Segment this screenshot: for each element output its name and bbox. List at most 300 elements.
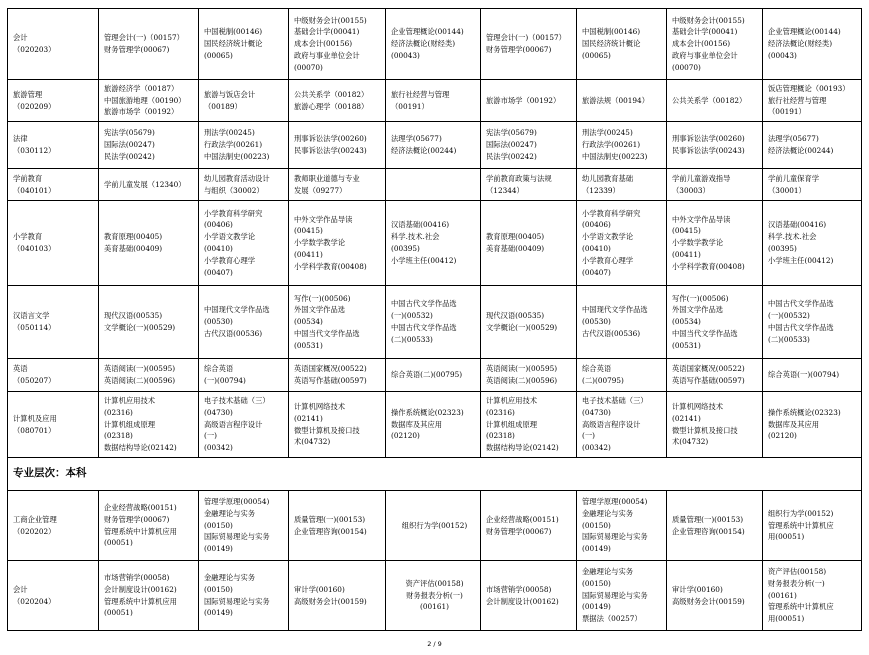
table-row xyxy=(8,392,862,458)
course-line: (04730) xyxy=(582,407,611,417)
course-line: (一)(00532) xyxy=(768,311,810,321)
major-cell xyxy=(8,122,99,169)
course-line: 小学语文教学论 xyxy=(582,232,634,242)
course-line: (一) xyxy=(204,431,217,441)
course-line: 企业管理概论(00144) xyxy=(391,27,464,37)
course-line: 民法学(00242) xyxy=(486,151,537,161)
major-code: （020204） xyxy=(13,596,56,606)
course-line: 会计制度设计(00162) xyxy=(486,596,559,606)
course-cell xyxy=(763,359,862,392)
course-line: 组织行为学(00152) xyxy=(401,520,468,530)
course-line: 学前儿童保育学 xyxy=(768,173,820,183)
course-line: 资产评估(00158) xyxy=(405,578,464,588)
course-line: 管理系统中计算机应用 xyxy=(104,596,177,606)
course-line: 企业管理咨询(00154) xyxy=(672,526,745,536)
major-code: （040101） xyxy=(13,185,56,195)
course-line: (02316) xyxy=(104,407,133,417)
course-cell xyxy=(763,491,862,561)
course-line: 中国税制(00146) xyxy=(582,27,641,37)
course-cell xyxy=(481,491,577,561)
course-line: (00530) xyxy=(204,317,233,327)
course-line: (00531) xyxy=(294,340,323,350)
course-line: 中国古代文学作品选 xyxy=(768,323,834,332)
course-line: 组织行为学(00152) xyxy=(768,508,834,518)
course-cell xyxy=(763,561,862,631)
course-line: 旅游心理学（00188） xyxy=(294,101,369,111)
course-line: 文学概论(一)(00529) xyxy=(486,323,558,332)
course-line: (04730) xyxy=(204,407,233,417)
course-line: (00395) xyxy=(391,244,420,253)
course-line: 国际法(00247) xyxy=(486,140,537,150)
course-line: 公共关系学（00182） xyxy=(672,95,747,105)
course-cell xyxy=(386,561,481,631)
course-line: 管理系统中计算机应 xyxy=(768,520,834,530)
major-cell xyxy=(8,286,99,359)
course-line: (02141) xyxy=(294,413,323,423)
course-line: (00065) xyxy=(582,50,611,60)
course-cell xyxy=(763,201,862,286)
course-line: 学前教育政策与法规 xyxy=(486,173,552,183)
course-cell xyxy=(763,9,862,80)
course-line: 刑事诉讼法学(00260) xyxy=(294,134,367,144)
course-cell xyxy=(481,201,577,286)
course-line: 学前儿童发展（12340） xyxy=(104,179,186,189)
major-code: （030112） xyxy=(13,146,56,155)
major-cell xyxy=(8,9,99,80)
course-line: 英语写作基础(00597) xyxy=(294,376,367,385)
course-line: 写作(一)(00506) xyxy=(672,293,729,303)
course-line: 旅游经济学（00187） xyxy=(104,83,179,93)
course-line: 操作系统概论(02323) xyxy=(391,407,464,417)
course-cell xyxy=(763,392,862,458)
course-line: (00415) xyxy=(294,226,323,236)
course-line: 微型计算机及接口技 xyxy=(672,425,738,435)
major-name: 英语 xyxy=(13,364,28,374)
course-line: (00530) xyxy=(582,317,611,327)
course-line: (00410) xyxy=(582,244,611,253)
course-line: 高级语言程序设计 xyxy=(204,419,263,429)
course-line: 财务报表分析(一) xyxy=(768,578,825,588)
course-line: 市场营销学(00058) xyxy=(104,572,170,582)
course-line: (00406) xyxy=(204,220,233,230)
course-line: 汉语基础(00416) xyxy=(391,220,450,230)
exam-schedule-table xyxy=(7,8,862,631)
course-line: (一)(00532) xyxy=(391,311,433,321)
course-line: 科学.技术.社会 xyxy=(391,232,440,242)
course-line: (00161) xyxy=(420,602,449,612)
course-line: 经济法概论(财经类) xyxy=(391,39,456,49)
course-cell xyxy=(199,9,289,80)
course-line: 计算机组成原理 xyxy=(104,419,156,429)
course-line: 会计制度设计(00162) xyxy=(104,584,177,594)
course-cell xyxy=(289,122,386,169)
course-cell xyxy=(667,491,763,561)
course-line: 汉语基础(00416) xyxy=(768,220,827,230)
course-cell xyxy=(99,80,199,122)
major-cell xyxy=(8,392,99,458)
course-cell xyxy=(667,122,763,169)
course-cell xyxy=(289,286,386,359)
course-line: 英语写作基础(00597) xyxy=(672,376,745,385)
course-cell xyxy=(99,359,199,392)
table-row xyxy=(8,359,862,392)
major-name: 旅游管理 xyxy=(13,89,43,99)
course-line: 中外文学作品导读 xyxy=(294,214,353,224)
course-line: 电子技术基础（三） xyxy=(204,396,270,405)
course-line: 小学数学教学论 xyxy=(672,238,724,248)
course-line: 基础会计学(00041) xyxy=(672,27,738,37)
course-line: (00161) xyxy=(768,590,797,600)
course-cell xyxy=(481,392,577,458)
major-code: （020203） xyxy=(13,45,56,54)
course-line: 管理会计(一)（00157） xyxy=(486,33,566,43)
course-line: 学前儿童游戏指导 xyxy=(672,173,731,183)
major-cell xyxy=(8,491,99,561)
course-line: 金融理论与实务 xyxy=(582,508,634,518)
course-line: 计算机应用技术 xyxy=(104,396,156,405)
course-line: (00149) xyxy=(582,544,611,554)
course-line: 经济法概论(00244) xyxy=(768,146,834,155)
course-line: 小学语文教学论 xyxy=(204,232,256,242)
course-cell xyxy=(386,80,481,122)
course-line: 综合英语 xyxy=(582,364,612,374)
course-line: 政府与事业单位会计 xyxy=(294,50,360,60)
course-line: (02120) xyxy=(391,431,420,441)
course-cell xyxy=(386,286,481,359)
course-line: 中国当代文学作品选 xyxy=(672,328,738,338)
course-cell xyxy=(577,491,667,561)
course-line: 管理学原理(00054) xyxy=(582,497,648,506)
course-line: 法理学(05677) xyxy=(391,134,442,144)
course-line: 古代汉语(00536) xyxy=(204,328,263,338)
course-line: (00070) xyxy=(672,62,701,72)
course-line: (00406) xyxy=(582,220,611,230)
course-line: 旅游法规（00194） xyxy=(582,95,649,105)
course-cell xyxy=(199,201,289,286)
course-cell xyxy=(667,9,763,80)
course-line: 成本会计(00156) xyxy=(294,39,353,49)
course-cell xyxy=(289,9,386,80)
major-cell xyxy=(8,169,99,201)
course-line: 旅游市场学（00192） xyxy=(104,107,179,117)
course-line: 小学教育科学研究 xyxy=(582,208,641,218)
course-line: 中国当代文学作品选 xyxy=(294,328,360,338)
major-cell xyxy=(8,80,99,122)
course-line: (二)(00533) xyxy=(391,334,433,344)
course-cell xyxy=(577,286,667,359)
course-cell xyxy=(577,80,667,122)
course-line: 成本会计(00156) xyxy=(672,39,731,49)
course-line: (二)(00533) xyxy=(768,334,810,344)
course-line: 外国文学作品选 xyxy=(672,305,724,315)
course-line: 财务管理学(00067) xyxy=(104,45,170,54)
course-line: 英语阅读(二)(00596) xyxy=(104,376,176,385)
course-line: (00150) xyxy=(204,584,233,594)
course-line: （12339） xyxy=(582,185,620,195)
course-cell xyxy=(577,201,667,286)
course-line: 质量管理(一)(00153) xyxy=(294,514,366,524)
course-line: 美育基础(00409) xyxy=(104,244,163,253)
course-line: (02120) xyxy=(768,431,797,441)
course-line: 微型计算机及接口技 xyxy=(294,425,360,435)
course-line: 综合英语(一)(00794) xyxy=(768,370,840,380)
course-cell xyxy=(667,169,763,201)
course-cell xyxy=(99,9,199,80)
table-row xyxy=(8,122,862,169)
course-line: 旅游与饭店会计 xyxy=(204,89,256,99)
course-line: 英语阅读(一)(00595) xyxy=(104,364,176,374)
course-line: 教师职业道德与专业 xyxy=(294,173,360,183)
course-line: 基础会计学(00041) xyxy=(294,27,360,37)
major-name: 学前教育 xyxy=(13,173,43,183)
course-cell xyxy=(763,122,862,169)
course-line: （30001） xyxy=(768,185,806,195)
course-line: 饭店管理概论（00193） xyxy=(768,83,850,93)
course-line: 操作系统概论(02323) xyxy=(768,407,841,417)
course-cell xyxy=(199,286,289,359)
course-cell xyxy=(199,392,289,458)
course-cell xyxy=(199,169,289,201)
major-name: 汉语言文学 xyxy=(13,311,50,321)
course-cell xyxy=(577,169,667,201)
course-cell xyxy=(667,286,763,359)
course-line: 用(00051) xyxy=(768,614,805,624)
course-line: (00407) xyxy=(204,267,233,277)
course-cell xyxy=(667,359,763,392)
course-line: 管理学原理(00054) xyxy=(204,497,270,506)
course-line: 资产评估(00158) xyxy=(768,567,827,576)
course-line: (00410) xyxy=(204,244,233,253)
course-cell xyxy=(199,561,289,631)
course-line: 小学科学教育(00408) xyxy=(672,261,745,271)
course-line: (00149) xyxy=(204,544,233,554)
major-name: 计算机及应用 xyxy=(13,413,57,423)
course-line: (一) xyxy=(582,431,595,441)
course-cell xyxy=(99,201,199,286)
course-line: (00411) xyxy=(672,249,701,259)
course-cell xyxy=(481,359,577,392)
course-line: （00191） xyxy=(391,101,429,111)
course-line: 幼儿园教育活动设计 xyxy=(204,173,270,183)
course-line: (02316) xyxy=(486,407,515,417)
course-line: 外国文学作品选 xyxy=(294,305,346,315)
course-line: 行政法学(00261) xyxy=(204,140,263,150)
course-line: 国际法(00247) xyxy=(104,140,155,150)
course-line: 电子技术基础（三） xyxy=(582,396,648,405)
course-line: 中国现代文学作品选 xyxy=(204,305,270,315)
course-line: 写作(一)(00506) xyxy=(294,293,351,303)
major-code: （050114） xyxy=(13,323,56,332)
course-cell xyxy=(763,169,862,201)
course-line: 中国法制史(00223) xyxy=(582,151,648,161)
course-line: (02318) xyxy=(486,431,515,441)
course-line: 国民经济统计概论 xyxy=(582,39,641,49)
course-cell xyxy=(481,80,577,122)
course-line: (02141) xyxy=(672,413,701,423)
course-line: 计算机网络技术 xyxy=(294,401,346,411)
course-line: 旅行社经营与管理 xyxy=(391,89,450,99)
course-line: (00342) xyxy=(204,443,233,453)
course-cell xyxy=(199,122,289,169)
course-line: 企业经营战略(00151) xyxy=(104,502,177,512)
course-line: 管理会计(一)（00157） xyxy=(104,33,184,43)
course-line: 英语国家概况(00522) xyxy=(672,364,745,374)
course-cell xyxy=(289,491,386,561)
course-line: （00189） xyxy=(204,101,242,111)
course-cell xyxy=(289,201,386,286)
course-line: 幼儿园教育基础 xyxy=(582,173,634,183)
table-row xyxy=(8,561,862,631)
table-row xyxy=(8,201,862,286)
major-cell xyxy=(8,359,99,392)
course-line: (00070) xyxy=(294,62,323,72)
course-cell xyxy=(199,80,289,122)
course-cell xyxy=(289,359,386,392)
course-line: 旅游市场学（00192） xyxy=(486,95,561,105)
course-line: 中级财务会计(00155) xyxy=(294,15,367,25)
course-line: 计算机组成原理 xyxy=(486,419,538,429)
course-line: 国际贸易理论与实务 xyxy=(204,532,270,542)
course-line: 高级财务会计(00159) xyxy=(294,596,367,606)
course-line: (00051) xyxy=(104,608,133,618)
course-line: 国际贸易理论与实务 xyxy=(582,590,648,600)
course-cell xyxy=(199,491,289,561)
course-line: 中国旅游地理（00190） xyxy=(104,95,186,105)
course-line: （12344） xyxy=(486,185,524,195)
course-line: (00150) xyxy=(582,520,611,530)
course-line: 小学班主任(00412) xyxy=(768,255,834,265)
course-line: 数据库及其应用 xyxy=(768,419,820,429)
course-line: 审计学(00160) xyxy=(294,584,345,594)
course-line: 宪法学(05679) xyxy=(104,128,155,138)
course-line: 古代汉语(00536) xyxy=(582,328,641,338)
course-line: (00395) xyxy=(768,244,797,253)
course-line: (一)(00794) xyxy=(204,376,246,385)
course-line: (00043) xyxy=(391,50,420,60)
course-line: 市场营销学(00058) xyxy=(486,584,552,594)
table-row xyxy=(8,9,862,80)
course-line: 计算机网络技术 xyxy=(672,401,724,411)
table-row xyxy=(8,491,862,561)
course-line: 管理系统中计算机应用 xyxy=(104,526,177,536)
course-line: 教育原理(00405) xyxy=(486,232,545,242)
course-line: 法理学(05677) xyxy=(768,134,819,144)
course-cell xyxy=(386,491,481,561)
course-line: 中外文学作品导读 xyxy=(672,214,731,224)
course-line: 英语阅读(二)(00596) xyxy=(486,376,558,385)
course-line: 刑法学(00245) xyxy=(582,128,633,138)
course-line: 中国现代文学作品选 xyxy=(582,305,648,315)
course-line: 中国古代文学作品选 xyxy=(391,299,457,309)
section-title: 专业层次：本科 xyxy=(8,458,862,491)
course-line: 综合英语(二)(00795) xyxy=(391,370,463,380)
course-line: (00407) xyxy=(582,267,611,277)
course-line: (00149) xyxy=(582,602,611,612)
course-line: 国际贸易理论与实务 xyxy=(582,532,648,542)
course-line: 企业管理咨询(00154) xyxy=(294,526,367,536)
course-line: 中级财务会计(00155) xyxy=(672,15,745,25)
course-line: (00065) xyxy=(204,50,233,60)
major-code: （020202） xyxy=(13,526,56,536)
course-line: 术(04732) xyxy=(672,437,709,447)
course-line: （30003） xyxy=(672,185,710,195)
course-line: 行政法学(00261) xyxy=(582,140,641,150)
course-cell xyxy=(386,392,481,458)
course-cell xyxy=(289,561,386,631)
course-cell xyxy=(289,392,386,458)
course-line: (00531) xyxy=(672,340,701,350)
course-line: 小学班主任(00412) xyxy=(391,255,457,265)
course-cell xyxy=(99,169,199,201)
course-cell xyxy=(386,169,481,201)
course-line: 民法学(00242) xyxy=(104,151,155,161)
major-name: 会计 xyxy=(13,33,28,43)
course-line: 小学数学教学论 xyxy=(294,238,346,248)
course-cell xyxy=(199,359,289,392)
course-line: (00150) xyxy=(582,578,611,588)
course-line: 数据结构导论(02142) xyxy=(104,443,177,453)
major-name: 会计 xyxy=(13,584,28,594)
course-line: 财务报表分析(一) xyxy=(406,590,463,600)
course-line: 中国税制(00146) xyxy=(204,27,263,37)
table-row xyxy=(8,169,862,201)
course-line: 中国古代文学作品选 xyxy=(768,299,834,309)
course-cell xyxy=(386,122,481,169)
major-code: （050207） xyxy=(13,376,56,385)
major-name: 小学教育 xyxy=(13,232,43,242)
course-line: (00149) xyxy=(204,608,233,618)
course-line: (00411) xyxy=(294,249,323,259)
course-line: 计算机应用技术 xyxy=(486,396,538,405)
course-line: 数据结构导论(02142) xyxy=(486,443,559,453)
course-line: (00043) xyxy=(768,50,797,60)
course-line: (00150) xyxy=(204,520,233,530)
course-line: 质量管理(一)(00153) xyxy=(672,514,744,524)
course-line: (02318) xyxy=(104,431,133,441)
course-line: 术(04732) xyxy=(294,437,331,447)
course-cell xyxy=(577,359,667,392)
course-line: 经济法概论(00244) xyxy=(391,146,457,155)
course-cell xyxy=(763,80,862,122)
course-line: (二)(00795) xyxy=(582,376,624,385)
major-code: （020209） xyxy=(13,101,56,111)
course-line: 金融理论与实务 xyxy=(204,508,256,518)
course-line: (00342) xyxy=(582,443,611,453)
course-line: 小学教育科学研究 xyxy=(204,208,263,218)
course-cell xyxy=(577,9,667,80)
course-line: 小学教育心理学 xyxy=(204,255,256,265)
course-line: 政府与事业单位会计 xyxy=(672,50,738,60)
course-line: 综合英语 xyxy=(204,364,234,374)
course-cell xyxy=(386,9,481,80)
course-cell xyxy=(481,122,577,169)
section-header-row xyxy=(8,458,862,491)
course-cell xyxy=(99,122,199,169)
course-line: 金融理论与实务 xyxy=(204,572,256,582)
course-cell xyxy=(99,286,199,359)
course-cell xyxy=(481,561,577,631)
course-line: 科学.技术.社会 xyxy=(768,232,817,242)
course-cell xyxy=(667,80,763,122)
course-line: 刑法学(00245) xyxy=(204,128,255,138)
course-line: (00415) xyxy=(672,226,701,236)
course-cell xyxy=(99,561,199,631)
course-line: 企业经营战略(00151) xyxy=(486,514,559,524)
course-cell xyxy=(99,392,199,458)
course-cell xyxy=(577,122,667,169)
table-row xyxy=(8,80,862,122)
course-line: 民事诉讼法学(00243) xyxy=(294,146,367,155)
